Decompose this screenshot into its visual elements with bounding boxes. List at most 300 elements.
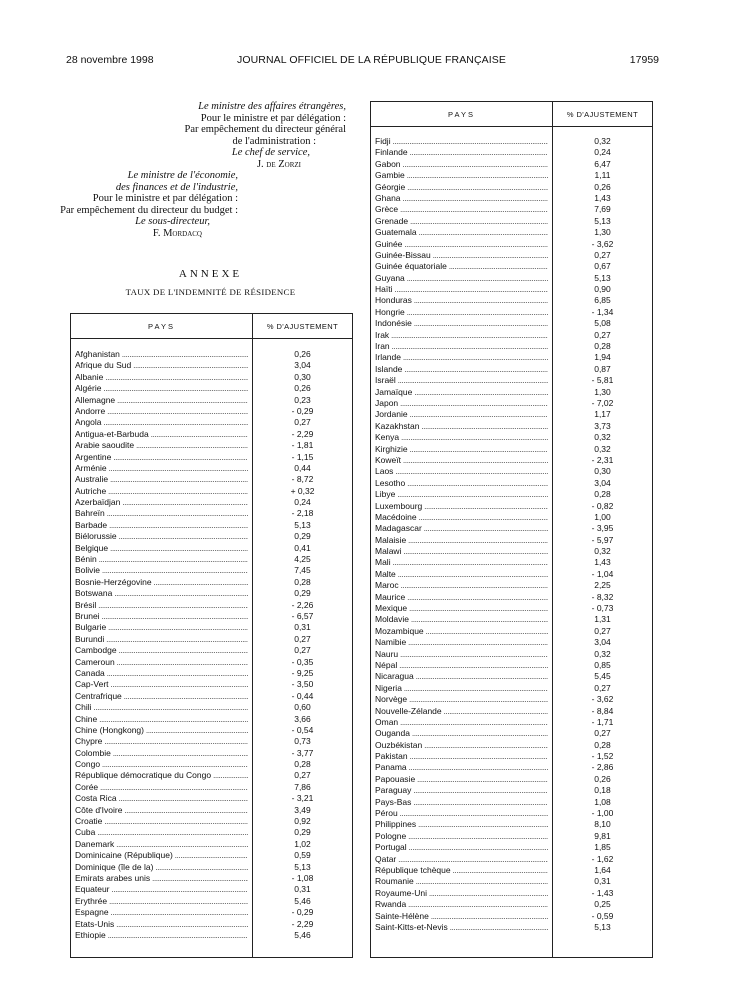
adjustment-value: 3,66: [294, 713, 311, 724]
country-name: Erythrée .....: [75, 896, 248, 907]
adjustment-value: - 3,77: [291, 747, 314, 758]
adjustment-value: - 3,62: [591, 238, 614, 249]
adjustment-value: 6,47: [594, 158, 611, 169]
table-row: [371, 683, 652, 694]
country-name: Fidji .....: [375, 136, 548, 147]
adjustment-value: 0,27: [294, 633, 311, 644]
header-title: JOURNAL OFFICIEL DE LA RÉPUBLIQUE FRANÇAISE: [237, 54, 506, 66]
table-row: [71, 839, 352, 850]
country-name: Centrafrique .....: [75, 691, 248, 702]
table-row: [71, 805, 352, 816]
table-row: [371, 444, 652, 455]
country-name: Gambie .....: [375, 170, 548, 181]
country-name: Mozambique .....: [375, 626, 548, 637]
country-name: Botswana .....: [75, 588, 248, 599]
table-row: [71, 793, 352, 804]
table-body: [371, 136, 652, 933]
country-name: Malaisie .....: [375, 535, 548, 546]
table-row: [371, 671, 652, 682]
table-row: [71, 634, 352, 645]
adjustment-value: - 0,59: [591, 910, 614, 921]
adjustment-value: - 1,04: [591, 568, 614, 579]
table-row: [71, 349, 352, 360]
country-name: Espagne .....: [75, 907, 248, 918]
table-row: [371, 717, 652, 728]
country-name: Guinée .....: [375, 239, 548, 250]
adjustment-value: 0,92: [294, 816, 311, 827]
table-row: [371, 660, 652, 671]
table-row: [371, 182, 652, 193]
adjustment-value: 3,04: [294, 360, 311, 371]
country-name: Papouasie .....: [375, 774, 548, 785]
adjustment-value: - 0,35: [291, 656, 314, 667]
adjustment-value: 0,26: [594, 181, 611, 192]
adjustment-value: - 8,84: [591, 705, 614, 716]
adjustment-value: 1,30: [594, 386, 611, 397]
signature-block-foreign-affairs: [184, 101, 346, 171]
table-row: [371, 808, 652, 819]
adjustment-value: - 2,18: [291, 508, 314, 519]
country-name: Chypre .....: [75, 736, 248, 747]
table-row: [371, 876, 652, 887]
table-row: [371, 375, 652, 386]
country-name: République tchèque .....: [375, 865, 548, 876]
table-row: [371, 364, 652, 375]
adjustment-value: 0,31: [594, 876, 611, 887]
country-name: Norvège .....: [375, 694, 548, 705]
adjustment-value: 0,18: [594, 785, 611, 796]
table-row: [71, 600, 352, 611]
table-row: [71, 770, 352, 781]
adjustment-value: - 1,81: [291, 440, 314, 451]
country-name: Iran .....: [375, 341, 548, 352]
table-row: [371, 819, 652, 830]
country-name: Australie .....: [75, 474, 248, 485]
adjustment-value: 1,02: [294, 838, 311, 849]
country-name: Colombie .....: [75, 748, 248, 759]
header-date: 28 novembre 1998: [66, 54, 154, 66]
adjustment-value: - 1,08: [291, 872, 314, 883]
signature-title: Le chef de service,: [231, 147, 310, 159]
country-name: Biélorussie .....: [75, 531, 248, 542]
table-row: [71, 406, 352, 417]
country-name: Saint-Kitts-et-Nevis .....: [375, 922, 548, 933]
country-name: Pakistan .....: [375, 751, 548, 762]
table-row: [371, 204, 652, 215]
country-name: Antigua-et-Barbuda .....: [75, 429, 248, 440]
adjustment-value: - 3,95: [591, 523, 614, 534]
adjustment-value: - 5,81: [591, 375, 614, 386]
country-name: Honduras .....: [375, 295, 548, 306]
country-name: Chine .....: [75, 714, 248, 725]
table-row: [371, 523, 652, 534]
adjustment-value: 0,29: [294, 531, 311, 542]
country-name: Nicaragua .....: [375, 671, 548, 682]
country-name: Ouzbékistan .....: [375, 740, 548, 751]
country-name: Irlande .....: [375, 352, 548, 363]
annexe-subtitle: TAUX DE L'INDEMNITÉ DE RÉSIDENCE: [125, 287, 296, 297]
table-row: [371, 546, 652, 557]
country-name: Albanie .....: [75, 372, 248, 383]
signature-name: J. de Zorzi: [256, 158, 301, 170]
adjustment-value: - 1,15: [291, 451, 314, 462]
adjustment-value: - 9,25: [291, 667, 314, 678]
adjustment-value: - 2,29: [291, 918, 314, 929]
adjustment-value: 7,86: [294, 781, 311, 792]
table-row: [371, 341, 652, 352]
country-name: Hongrie .....: [375, 307, 548, 318]
column-header-country: PAYS: [148, 322, 175, 331]
table-row: [71, 520, 352, 531]
table-row: [71, 816, 352, 827]
country-name: Paraguay .....: [375, 785, 548, 796]
adjustment-value: - 2,29: [291, 428, 314, 439]
adjustment-value: 5,13: [594, 215, 611, 226]
country-name: Algérie .....: [75, 383, 248, 394]
adjustment-value: 0,27: [594, 249, 611, 260]
adjustment-value: - 1,52: [591, 751, 614, 762]
adjustment-value: 0,28: [294, 576, 311, 587]
country-name: Cuba .....: [75, 827, 248, 838]
country-name: Mexique .....: [375, 603, 548, 614]
table-row: [71, 907, 352, 918]
adjustment-value: 0,87: [594, 363, 611, 374]
table-row: [371, 250, 652, 261]
table-row: [371, 318, 652, 329]
table-row: [71, 930, 352, 941]
country-name: Nauru .....: [375, 649, 548, 660]
country-name: Argentine .....: [75, 452, 248, 463]
table-row: [371, 614, 652, 625]
signature-title: Le sous-directeur,: [135, 216, 210, 228]
country-name: Népal .....: [375, 660, 548, 671]
adjustment-value: 0,32: [594, 432, 611, 443]
signature-line: Par empêchement du directeur du budget :: [60, 204, 238, 216]
country-name: Laos .....: [375, 466, 548, 477]
country-name: Namibie .....: [375, 637, 548, 648]
country-name: Pologne .....: [375, 831, 548, 842]
country-name: Madagascar .....: [375, 523, 548, 534]
table-row: [71, 474, 352, 485]
country-name: Equateur .....: [75, 884, 248, 895]
adjustment-value: 3,04: [594, 637, 611, 648]
adjustment-value: 0,27: [594, 728, 611, 739]
table-row: [371, 284, 652, 295]
adjustment-value: - 0,29: [291, 405, 314, 416]
country-name: Luxembourg .....: [375, 501, 548, 512]
table-row: [71, 827, 352, 838]
table-row: [371, 842, 652, 853]
country-name: Kenya .....: [375, 432, 548, 443]
table-body: [71, 349, 352, 941]
country-name: Danemark .....: [75, 839, 248, 850]
country-name: Malawi .....: [375, 546, 548, 557]
table-row: [71, 919, 352, 930]
adjustment-value: - 2,26: [291, 599, 314, 610]
adjustment-value: 0,32: [594, 136, 611, 146]
table-row: [371, 535, 652, 546]
page-number: 17959: [629, 54, 659, 66]
country-name: Cap-Vert .....: [75, 679, 248, 690]
adjustment-value: - 6,57: [291, 610, 314, 621]
table-row: [371, 626, 652, 637]
annexe-title: ANNEXE: [178, 268, 243, 280]
adjustment-value: - 1,62: [591, 853, 614, 864]
adjustment-value: - 8,32: [591, 591, 614, 602]
adjustment-value: 0,24: [594, 147, 611, 158]
table-row: [371, 216, 652, 227]
table-row: [371, 888, 652, 899]
adjustment-value: - 1,34: [591, 306, 614, 317]
signature-role: Le ministre des affaires étrangères,: [198, 101, 346, 112]
adjustment-value: - 3,50: [291, 679, 314, 690]
adjustment-value: 1,85: [594, 842, 611, 853]
table-row: [371, 922, 652, 933]
country-name: Azerbaïdjan .....: [75, 497, 248, 508]
table-row: [71, 668, 352, 679]
signature-line: Par empêchement du directeur général: [184, 124, 346, 136]
table-row: [371, 398, 652, 409]
country-name: Arabie saoudite .....: [75, 440, 248, 451]
adjustment-value: 0,26: [594, 773, 611, 784]
country-name: Indonésie .....: [375, 318, 548, 329]
table-row: [71, 395, 352, 406]
country-name: Nigeria .....: [375, 683, 548, 694]
adjustment-value: 0,27: [294, 417, 311, 428]
adjustment-value: 7,45: [294, 565, 311, 576]
table-row: [71, 748, 352, 759]
table-row: [371, 740, 652, 751]
adjustment-value: 0,30: [594, 466, 611, 477]
column-header-adjustment: % D'AJUSTEMENT: [566, 110, 639, 119]
table-row: [371, 387, 652, 398]
country-name: Oman .....: [375, 717, 548, 728]
table-row: [71, 657, 352, 668]
adjustment-value: 5,46: [294, 895, 311, 906]
table-row: [371, 569, 652, 580]
country-name: Afghanistan .....: [75, 349, 248, 360]
adjustment-value: 8,10: [594, 819, 611, 830]
country-name: Ethiopie .....: [75, 930, 248, 941]
country-name: Islande .....: [375, 364, 548, 375]
country-name: Bulgarie .....: [75, 622, 248, 633]
table-row: [71, 360, 352, 371]
country-name: Kirghizie .....: [375, 444, 548, 455]
table-row: [371, 899, 652, 910]
adjustment-value: 0,85: [594, 659, 611, 670]
country-name: Autriche .....: [75, 486, 248, 497]
country-name: Mali .....: [375, 557, 548, 568]
country-name: Ghana .....: [375, 193, 548, 204]
adjustment-value: 3,49: [294, 804, 311, 815]
country-name: Lesotho .....: [375, 478, 548, 489]
country-name: Géorgie .....: [375, 182, 548, 193]
table-header: [71, 314, 352, 339]
country-name: Libye .....: [375, 489, 548, 500]
country-name: Sainte-Hélène .....: [375, 911, 548, 922]
table-row: [71, 372, 352, 383]
table-row: [71, 383, 352, 394]
adjustment-value: - 3,21: [291, 793, 314, 804]
country-name: Cambodge .....: [75, 645, 248, 656]
country-name: Panama .....: [375, 762, 548, 773]
country-name: Qatar .....: [375, 854, 548, 865]
table-header: [371, 102, 652, 127]
signature-block-economy: [60, 170, 238, 240]
adjustment-value: 6,85: [594, 295, 611, 306]
country-name: Barbade .....: [75, 520, 248, 531]
adjustment-value: 1,43: [594, 557, 611, 568]
table-row: [71, 645, 352, 656]
table-row: [371, 603, 652, 614]
country-name: Irak .....: [375, 330, 548, 341]
table-row: [71, 554, 352, 565]
adjustment-value: 0,23: [294, 394, 311, 405]
table-row: [371, 557, 652, 568]
adjustment-value: - 2,31: [591, 454, 614, 465]
country-name: Côte d'Ivoire .....: [75, 805, 248, 816]
table-row: [371, 501, 652, 512]
table-row: [371, 751, 652, 762]
table-row: [71, 611, 352, 622]
adjustment-value: 0,30: [294, 371, 311, 382]
adjustment-value: 0,29: [294, 588, 311, 599]
table-row: [71, 873, 352, 884]
adjustment-value: 0,27: [594, 329, 611, 340]
adjustment-value: 7,69: [594, 204, 611, 215]
country-name: Grèce .....: [375, 204, 548, 215]
country-name: Andorre .....: [75, 406, 248, 417]
adjustment-value: 0,25: [594, 899, 611, 910]
table-row: [71, 714, 352, 725]
country-name: Etats-Unis .....: [75, 919, 248, 930]
table-row: [71, 850, 352, 861]
country-name: Maurice .....: [375, 592, 548, 603]
table-row: [371, 295, 652, 306]
table-row: [371, 239, 652, 250]
table-row: [71, 896, 352, 907]
table-row: [371, 592, 652, 603]
adjustment-value: 0,31: [294, 884, 311, 895]
adjustment-value: 1,31: [594, 614, 611, 625]
country-name: Dominique (île de la) .....: [75, 862, 248, 873]
adjustment-value: 0,28: [594, 739, 611, 750]
adjustment-value: 0,41: [294, 542, 311, 553]
adjustment-value: 0,32: [594, 648, 611, 659]
table-row: [371, 728, 652, 739]
adjustment-value: 0,29: [294, 827, 311, 838]
adjustment-value: - 0,82: [591, 500, 614, 511]
country-name: Maroc .....: [375, 580, 548, 591]
adjustment-value: 1,00: [594, 511, 611, 522]
table-row: [71, 759, 352, 770]
country-name: Philippines .....: [375, 819, 548, 830]
table-row: [371, 865, 652, 876]
table-row: [371, 193, 652, 204]
column-header-adjustment: % D'AJUSTEMENT: [266, 322, 339, 331]
adjustment-value: - 0,73: [591, 603, 614, 614]
adjustment-value: 5,13: [594, 921, 611, 932]
country-name: Portugal .....: [375, 842, 548, 853]
table-row: [371, 478, 652, 489]
signature-role: des finances et de l'industrie,: [115, 181, 238, 193]
adjustment-value: 3,73: [594, 420, 611, 431]
table-row: [71, 702, 352, 713]
adjustment-value: 0,32: [594, 546, 611, 557]
adjustment-value: 9,81: [594, 830, 611, 841]
country-name: Arménie .....: [75, 463, 248, 474]
table-row: [71, 429, 352, 440]
allowance-table-left: [70, 313, 353, 958]
adjustment-value: - 0,44: [291, 690, 314, 701]
adjustment-value: - 5,97: [591, 534, 614, 545]
table-row: [71, 417, 352, 428]
country-name: Malte .....: [375, 569, 548, 580]
country-name: Angola .....: [75, 417, 248, 428]
table-row: [71, 884, 352, 895]
signature-line: de l'administration :: [232, 135, 316, 147]
country-name: Guyana .....: [375, 273, 548, 284]
country-name: Chili .....: [75, 702, 248, 713]
table-row: [71, 565, 352, 576]
country-name: Rwanda .....: [375, 899, 548, 910]
table-row: [71, 679, 352, 690]
adjustment-value: - 1,71: [591, 716, 614, 727]
table-row: [371, 637, 652, 648]
country-name: Bolivie .....: [75, 565, 248, 576]
adjustment-value: + 0,32: [290, 485, 315, 496]
adjustment-value: - 0,54: [291, 724, 314, 735]
adjustment-value: 0,59: [294, 850, 311, 861]
country-name: République démocratique du Congo .....: [75, 770, 248, 781]
adjustment-value: - 0,29: [291, 907, 314, 918]
adjustment-value: 5,45: [594, 671, 611, 682]
table-row: [371, 831, 652, 842]
adjustment-value: 0,31: [294, 622, 311, 633]
adjustment-value: 1,17: [594, 409, 611, 420]
table-row: [371, 854, 652, 865]
table-row: [71, 440, 352, 451]
adjustment-value: 5,08: [594, 318, 611, 329]
table-row: [371, 694, 652, 705]
table-row: [71, 463, 352, 474]
table-row: [371, 785, 652, 796]
table-row: [371, 409, 652, 420]
adjustment-value: 0,27: [294, 645, 311, 656]
adjustment-value: 0,28: [294, 759, 311, 770]
country-name: Bahreïn .....: [75, 508, 248, 519]
table-row: [371, 261, 652, 272]
table-row: [71, 508, 352, 519]
adjustment-value: 1,11: [594, 170, 611, 181]
table-row: [371, 136, 652, 147]
country-name: Costa Rica .....: [75, 793, 248, 804]
country-name: Moldavie .....: [375, 614, 548, 625]
table-row: [71, 543, 352, 554]
column-header-country: PAYS: [448, 110, 475, 119]
table-row: [71, 622, 352, 633]
country-name: Pérou .....: [375, 808, 548, 819]
country-name: Jordanie .....: [375, 409, 548, 420]
adjustment-value: 3,04: [594, 477, 611, 488]
table-row: [371, 273, 652, 284]
country-name: Afrique du Sud .....: [75, 360, 248, 371]
adjustment-value: 0,27: [594, 682, 611, 693]
adjustment-value: 0,32: [594, 443, 611, 454]
country-name: Grenade .....: [375, 216, 548, 227]
adjustment-value: 0,67: [594, 261, 611, 272]
adjustment-value: 0,60: [294, 702, 311, 713]
